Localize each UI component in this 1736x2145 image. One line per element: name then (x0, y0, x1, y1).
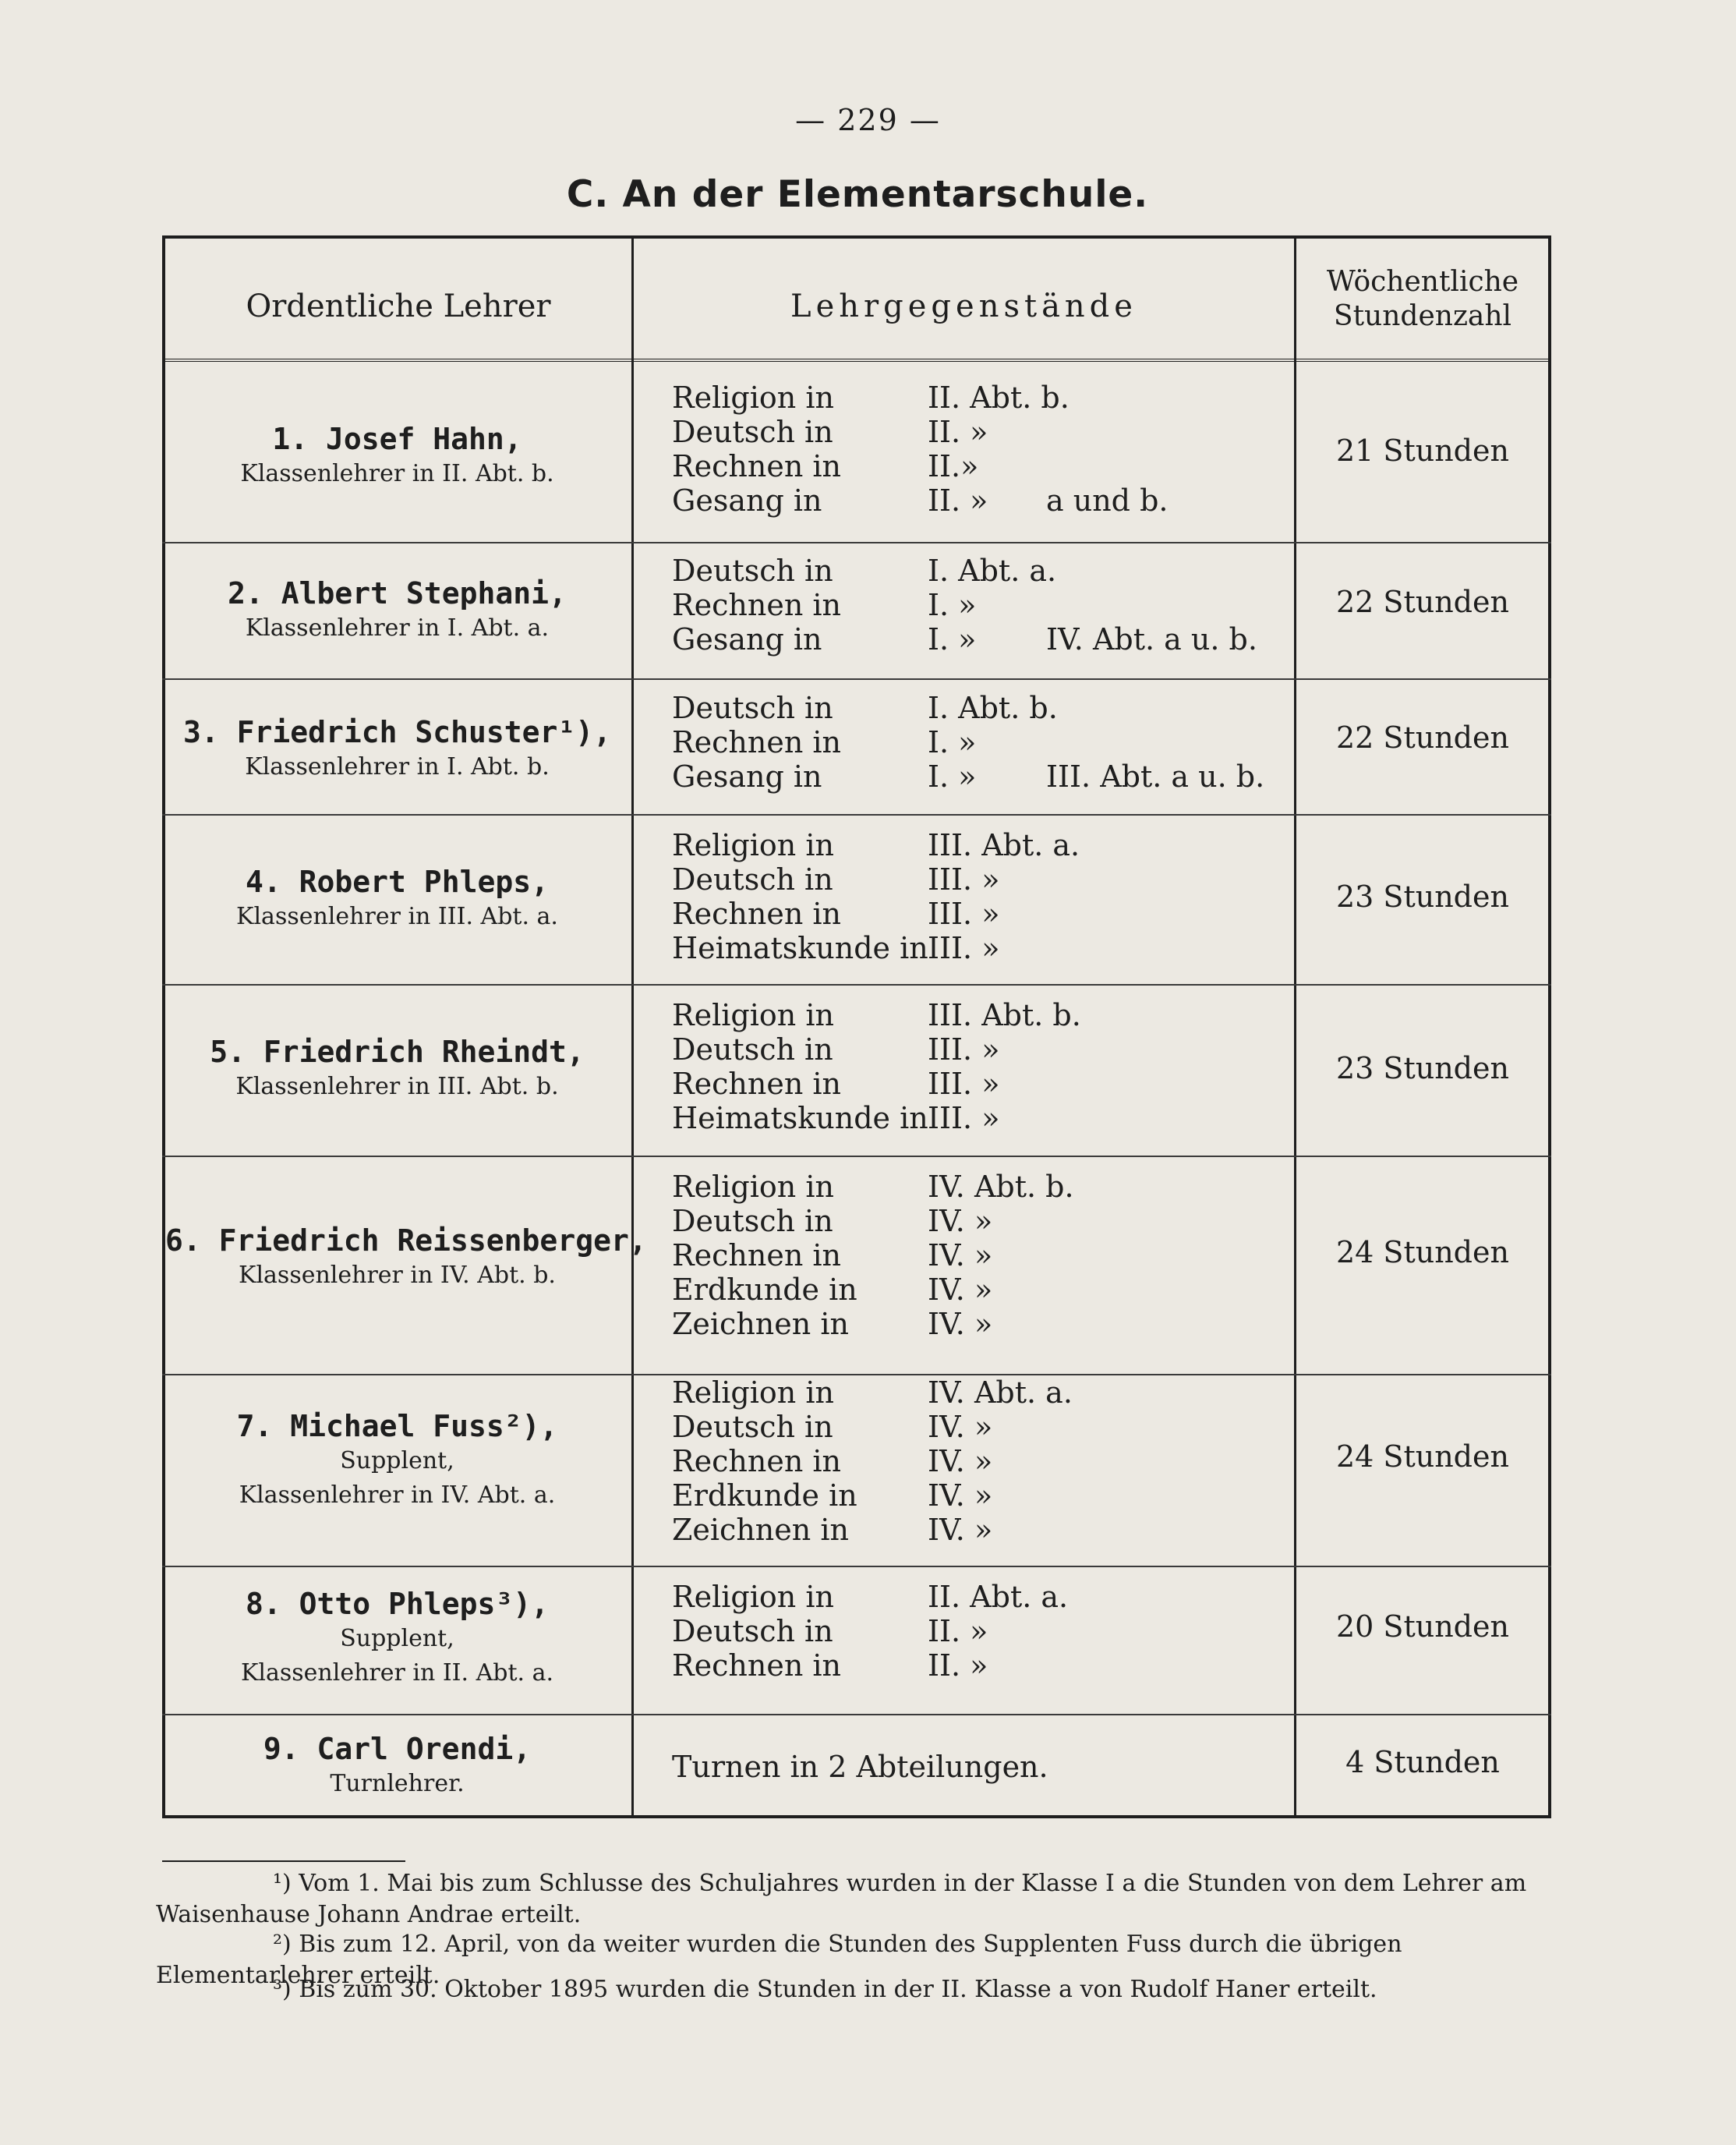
subject-line (672, 1272, 1412, 1307)
subject-class: III. » (928, 1032, 1000, 1067)
subject-class: III. Abt. a. (928, 828, 1080, 862)
weekly-hours: 23 Stunden (1336, 1051, 1509, 1085)
subject-class: II. » (928, 415, 988, 449)
subject-name: Heimatskunde in (672, 1101, 928, 1135)
subject-line (672, 1648, 1412, 1683)
subject-extra: IV. Abt. a u. b. (1046, 622, 1257, 657)
subject-class: IV. » (928, 1307, 993, 1341)
subject-line (672, 381, 1412, 415)
subject-class: IV. » (928, 1272, 993, 1307)
subject-line (672, 998, 1412, 1032)
subject-name: Rechnen in (672, 1648, 841, 1683)
subject-name: Zeichnen in (672, 1513, 849, 1547)
subject-name: Deutsch in (672, 1614, 833, 1648)
weekly-hours: 23 Stunden (1336, 880, 1509, 914)
subject-line (672, 1170, 1412, 1204)
subject-class: III. Abt. b. (928, 998, 1081, 1032)
teacher-name: 7. Michael Fuss²), (236, 1409, 558, 1443)
subject-line (672, 1513, 1412, 1547)
subject-class: IV. Abt. b. (928, 1170, 1074, 1204)
weekly-hours: 24 Stunden (1336, 1235, 1509, 1269)
subject-name: Gesang in (672, 622, 822, 657)
teacher-role: Supplent, (340, 1447, 454, 1474)
header-hours-line2: Stundenzahl (1333, 300, 1512, 332)
subject-name: Rechnen in (672, 1067, 841, 1101)
subject-name: Religion in (672, 1170, 834, 1204)
subject-class: III. » (928, 897, 1000, 931)
teacher-role: Klassenlehrer in III. Abt. a. (236, 903, 558, 930)
teacher-role: Klassenlehrer in IV. Abt. a. (239, 1481, 556, 1509)
subject-class: IV. » (928, 1204, 993, 1238)
teacher-role: Turnlehrer. (330, 1770, 465, 1797)
teacher-cell (165, 421, 629, 491)
subject-class: II. Abt. a. (928, 1580, 1069, 1614)
subject-line (672, 759, 1412, 794)
teacher-role: Klassenlehrer in I. Abt. b. (245, 753, 550, 780)
teacher-cell (165, 575, 629, 646)
teacher-cell (165, 714, 629, 784)
subject-name: Religion in (672, 998, 834, 1032)
footnote-1: ¹) Vom 1. Mai bis zum Schlusse des Schuljahres wurden in der Klasse I a die Stunden von dem Lehrer am Waisenhause Johann Andrae erteilt. (156, 1870, 1527, 1928)
subject-name: Heimatskunde in (672, 931, 928, 965)
subject-name: Turnen in 2 Abteilungen. (672, 1750, 1048, 1784)
teacher-role: Klassenlehrer in II. Abt. a. (240, 1659, 554, 1687)
teacher-name: 4. Robert Phleps, (246, 865, 549, 899)
header-hours-line1: Wöchentliche (1326, 266, 1519, 298)
weekly-hours: 22 Stunden (1336, 720, 1509, 755)
weekly-hours: 24 Stunden (1336, 1439, 1509, 1474)
subject-extra: III. Abt. a u. b. (1046, 759, 1265, 794)
subject-line (672, 1307, 1412, 1341)
teacher-cell (165, 1223, 647, 1293)
teacher-name: 8. Otto Phleps³), (246, 1587, 549, 1621)
weekly-hours: 20 Stunden (1336, 1609, 1509, 1644)
subject-line (672, 483, 1412, 518)
subject-name: Deutsch in (672, 1410, 833, 1444)
teacher-role: Klassenlehrer in IV. Abt. b. (239, 1262, 556, 1289)
subject-class: II.» (928, 449, 979, 483)
header-subjects: Lehrgegenstände (790, 288, 1137, 324)
header-teachers: Ordentliche Lehrer (246, 288, 551, 324)
teacher-cell (165, 1034, 629, 1104)
subject-name: Erdkunde in (672, 1272, 857, 1307)
subject-class: IV. » (928, 1444, 993, 1478)
subject-line (672, 931, 1412, 965)
teacher-role: Supplent, (340, 1625, 454, 1652)
teacher-cell (165, 1586, 629, 1690)
subject-class: I. Abt. a. (928, 554, 1057, 588)
subject-line (672, 1204, 1412, 1238)
teacher-cell (165, 1731, 629, 1801)
subject-line (672, 1101, 1412, 1135)
subject-line (672, 1375, 1412, 1410)
row-divider (162, 1566, 1551, 1567)
subject-class: I. » (928, 725, 977, 759)
weekly-hours: 21 Stunden (1336, 434, 1509, 468)
subject-name: Gesang in (672, 483, 822, 518)
subject-line (672, 1478, 1412, 1513)
subject-name: Religion in (672, 1375, 834, 1410)
subject-name: Rechnen in (672, 897, 841, 931)
row-divider (162, 1156, 1551, 1157)
page-number: — 229 — (795, 103, 941, 137)
footnote-2: ²) Bis zum 12. April, von da weiter wurden die Stunden des Supplenten Fuss durch die übrigen Elementarlehrer erteilt. (156, 1931, 1402, 1989)
teacher-name: 5. Friedrich Rheindt, (210, 1035, 585, 1069)
subject-class: II. » (928, 1648, 988, 1683)
teacher-cell (165, 864, 629, 934)
subject-class: I. » (928, 759, 977, 794)
teacher-name: 9. Carl Orendi, (263, 1732, 532, 1766)
subject-name: Erdkunde in (672, 1478, 857, 1513)
subject-class: IV. » (928, 1478, 993, 1513)
subject-name: Rechnen in (672, 1238, 841, 1272)
subject-name: Deutsch in (672, 1032, 833, 1067)
subject-line (672, 554, 1412, 588)
subject-class: I. » (928, 622, 977, 657)
row-divider (162, 678, 1551, 680)
subject-class: III. » (928, 931, 1000, 965)
subject-class: III. » (928, 862, 1000, 897)
header-hours (1296, 265, 1549, 334)
subject-name: Religion in (672, 1580, 834, 1614)
subject-class: II. » (928, 1614, 988, 1648)
subject-class: IV. » (928, 1513, 993, 1547)
subject-name: Deutsch in (672, 554, 833, 588)
subject-name: Rechnen in (672, 449, 841, 483)
subject-class: IV. » (928, 1238, 993, 1272)
subject-name: Deutsch in (672, 415, 833, 449)
subject-name: Rechnen in (672, 1444, 841, 1478)
column-divider (631, 235, 634, 1818)
row-divider (162, 984, 1551, 986)
row-divider (162, 542, 1551, 543)
teacher-cell (165, 1408, 629, 1513)
subject-extra: a und b. (1046, 483, 1169, 518)
header-rule (162, 359, 1551, 365)
subject-class: II. » (928, 483, 988, 518)
teacher-name: 2. Albert Stephani, (228, 576, 567, 611)
teacher-role: Klassenlehrer in I. Abt. a. (245, 614, 550, 642)
subject-class: I. Abt. b. (928, 691, 1058, 725)
subject-class: I. » (928, 588, 977, 622)
footnote-3: ³) Bis zum 30. Oktober 1895 wurden die Stunden in der II. Klasse a von Rudolf Haner erteilt. (273, 1976, 1377, 2003)
subject-name: Rechnen in (672, 725, 841, 759)
subject-name: Religion in (672, 828, 834, 862)
subject-name: Deutsch in (672, 691, 833, 725)
teacher-name: 1. Josef Hahn, (272, 422, 522, 456)
row-divider (162, 814, 1551, 816)
teacher-name: 6. Friedrich Reissenberger, (165, 1223, 647, 1258)
weekly-hours: 4 Stunden (1345, 1745, 1500, 1779)
subject-name: Zeichnen in (672, 1307, 849, 1341)
teacher-name: 3. Friedrich Schuster¹), (182, 715, 612, 749)
subject-line (672, 828, 1412, 862)
subject-line (672, 622, 1412, 657)
subject-name: Deutsch in (672, 1204, 833, 1238)
subject-class: III. » (928, 1067, 1000, 1101)
subject-class: IV. » (928, 1410, 993, 1444)
row-divider (162, 1714, 1551, 1715)
subject-class: II. Abt. b. (928, 381, 1070, 415)
subject-class: IV. Abt. a. (928, 1375, 1073, 1410)
teacher-role: Klassenlehrer in II. Abt. b. (240, 460, 554, 487)
subject-name: Rechnen in (672, 588, 841, 622)
section-title: C. An der Elementarschule. (566, 173, 1149, 216)
footnote-rule (162, 1860, 405, 1862)
teacher-role: Klassenlehrer in III. Abt. b. (235, 1073, 559, 1100)
subject-name: Deutsch in (672, 862, 833, 897)
weekly-hours: 22 Stunden (1336, 585, 1509, 619)
subject-name: Gesang in (672, 759, 822, 794)
subject-class: III. » (928, 1101, 1000, 1135)
subject-name: Religion in (672, 381, 834, 415)
